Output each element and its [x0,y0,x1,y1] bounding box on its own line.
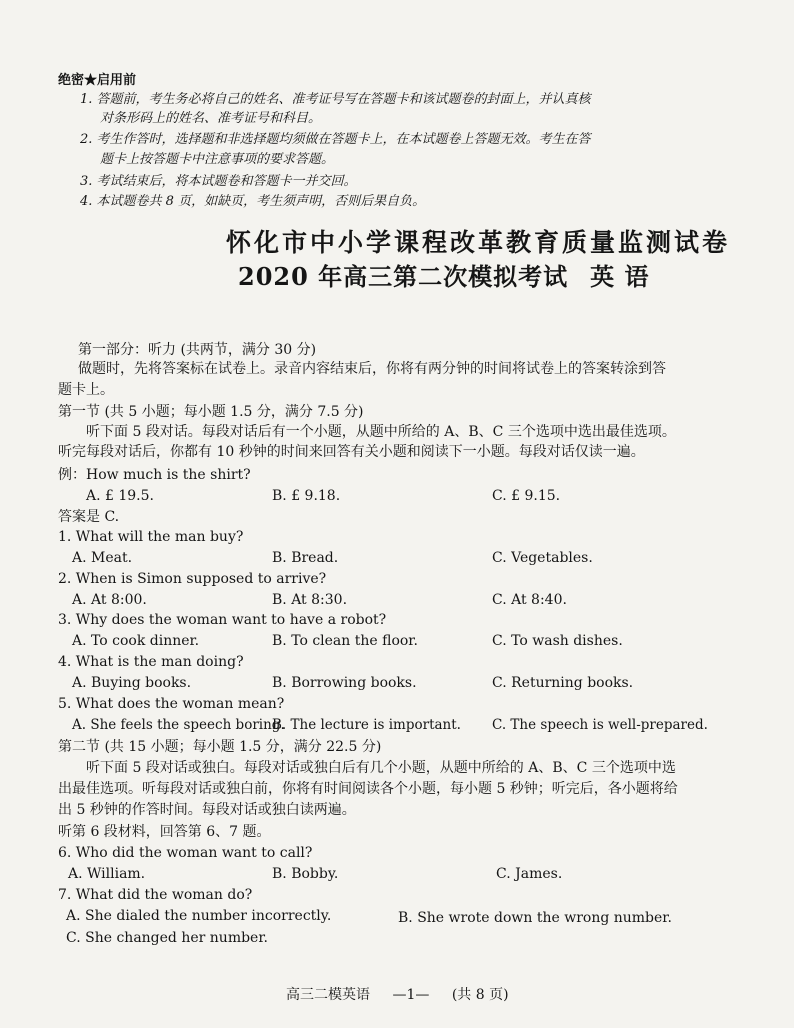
question-6-option-a: A. William. [68,866,146,882]
section2-heading: 第二节 (共 15 小题；每小题 1.5 分，满分 22.5 分) [58,739,382,755]
footer-page-number: —1— [392,987,430,1003]
question-7-option-a: A. She dialed the number incorrectly. [66,908,332,924]
question-7-option-b: B. She wrote down the wrong number. [398,910,672,926]
exam-subtitle [238,262,650,292]
question-1: 1. What will the man buy? [58,529,244,545]
exam-title: 怀化市中小学课程改革教育质量监测试卷 [226,228,731,257]
section2-instr-line1: 听下面 5 段对话或独白。每段对话或独白后有几个小题，从题中所给的 A、B、C 三个选项中选 [86,760,676,776]
question-3-option-c: C. To wash dishes. [492,633,623,649]
question-1-option-c: C. Vegetables. [492,550,593,566]
question-2-option-b: B. At 8:30. [272,592,348,608]
section1-instr-line2: 听完每段对话后，你都有 10 秒钟的时间来回答有关小题和阅读下一小题。每段对话仅读一遍。 [58,444,645,460]
example-question: 例：How much is the shirt? [58,467,251,483]
question-1-option-a: A. Meat. [72,550,133,566]
notice-item-2: 2. 考生作答时，选择题和非选择题均须做在答题卡上，在本试题卷上答题无效。考生在答 [80,132,591,147]
section2-instr-line3: 出 5 秒钟的作答时间。每段对话或独白读两遍。 [58,802,356,818]
question-5-option-a: A. She feels the speech boring. [72,717,285,733]
question-5-option-b: B. The lecture is important. [272,717,461,733]
question-6: 6. Who did the woman want to call? [58,845,313,861]
question-7: 7. What did the woman do? [58,887,253,903]
part1-heading: 第一部分：听力 (共两节，满分 30 分) [78,342,317,358]
part1-intro-line1: 做题时，先将答案标在试卷上。录音内容结束后，你将有两分钟的时间将试卷上的答案转涂到答 [78,361,666,377]
confidential-header: 绝密★启用前 [58,73,137,88]
question-2-option-c: C. At 8:40. [492,592,567,608]
section1-instr-line1: 听下面 5 段对话。每段对话后有一个小题，从题中所给的 A、B、C 三个选项中选出最佳选项。 [86,424,676,440]
question-3-option-b: B. To clean the floor. [272,633,418,649]
footer-total-pages: (共 8 页) [451,987,509,1003]
question-6-option-b: B. Bobby. [272,866,339,882]
example-answer: 答案是 C. [58,509,120,525]
page-footer [286,986,509,1004]
question-7-option-c: C. She changed her number. [66,930,268,946]
question-4-option-a: A. Buying books. [72,675,192,691]
notice-item-4: 4. 本试题卷共 8 页，如缺页，考生须声明，否则后果自负。 [80,194,426,209]
question-2-option-a: A. At 8:00. [72,592,147,608]
question-1-option-b: B. Bread. [272,550,339,566]
example-option-a: A. £ 19.5. [86,488,154,504]
notice-item-1-cont: 对条形码上的姓名、准考证号和科目。 [100,111,322,126]
question-4-option-c: C. Returning books. [492,675,634,691]
question-5-option-c: C. The speech is well-prepared. [492,717,708,733]
example-option-b: B. £ 9.18. [272,488,341,504]
question-2: 2. When is Simon supposed to arrive? [58,571,327,587]
section1-heading: 第一节 (共 5 小题；每小题 1.5 分，满分 7.5 分) [58,404,364,420]
footer-label: 高三二模英语 [286,987,370,1003]
example-option-c: C. £ 9.15. [492,488,561,504]
question-6-option-c: C. James. [496,866,563,882]
part1-intro-line2: 题卡上。 [58,382,114,398]
notice-item-3: 3. 考试结束后，将本试题卷和答题卡一并交回。 [80,174,357,189]
notice-item-1: 1. 答题前，考生务必将自己的姓名、准考证号写在答题卡和该试题卷的封面上，并认真核 [80,92,591,107]
exam-year-title: 2020 年高三第二次模拟考试 [238,262,569,291]
section2-instr-line2: 出最佳选项。听每段对话或独白前，你将有时间阅读各个小题，每小题 5 秒钟；听完后，各小题将给 [58,781,678,797]
notice-item-2-cont: 题卡上按答题卡中注意事项的要求答题。 [100,152,335,167]
question-3: 3. Why does the woman want to have a robot? [58,612,387,628]
question-5: 5. What does the woman mean? [58,696,285,712]
exam-subject: 英 语 [590,262,650,291]
question-3-option-a: A. To cook dinner. [72,633,200,649]
question-4: 4. What is the man doing? [58,654,244,670]
section2-material: 听第 6 段材料，回答第 6、7 题。 [58,824,271,840]
question-4-option-b: B. Borrowing books. [272,675,417,691]
